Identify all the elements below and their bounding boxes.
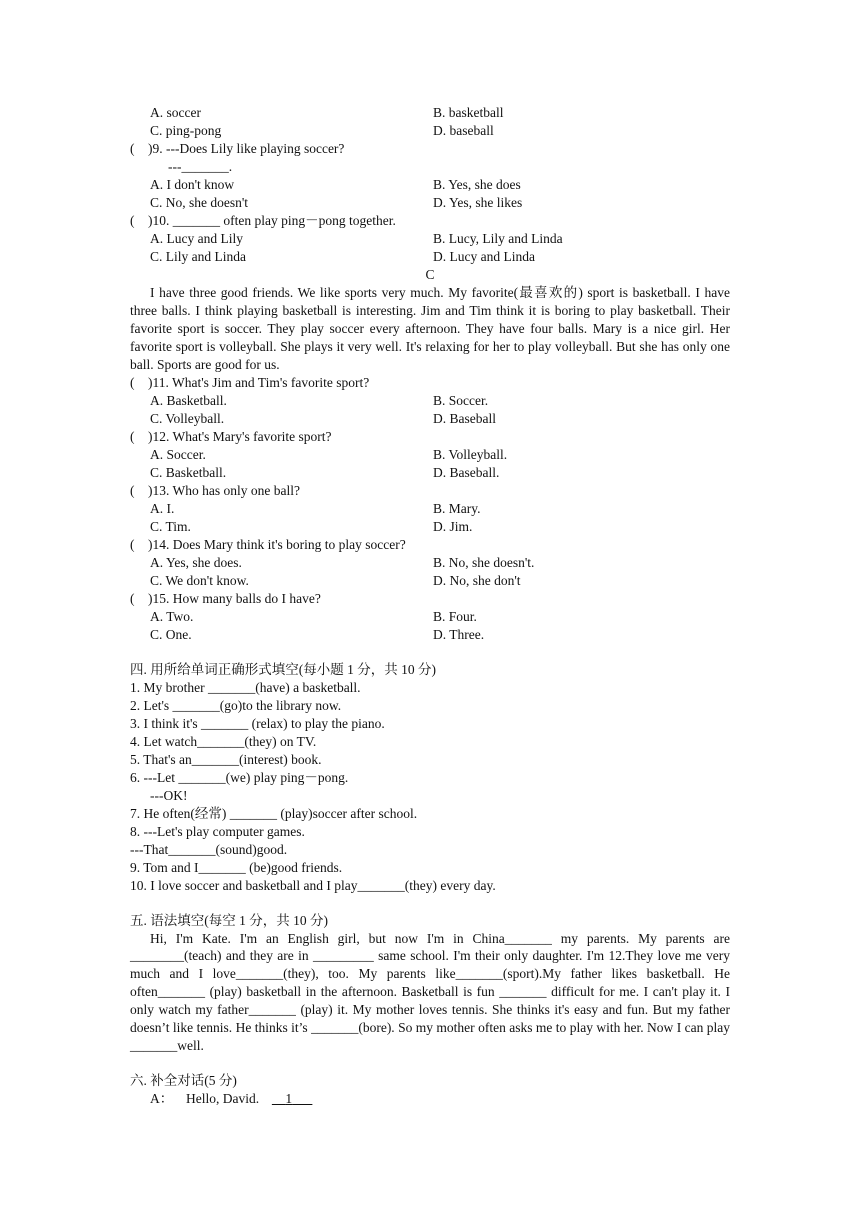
q15-stem: ( )15. How many balls do I have? (130, 590, 321, 606)
q8-option-b: B. basketball (433, 105, 504, 120)
section-4-item-9: 9. Tom and I_______ (be)good friends. (130, 859, 343, 875)
q13-option-d: D. Jim. (433, 518, 473, 534)
q9-options-row-1 (130, 176, 730, 194)
q11-options-row-1 (130, 392, 730, 410)
q11-option-c: C. Volleyball. (150, 410, 225, 426)
q13-option-b: B. Mary. (433, 500, 481, 516)
section-5-title: 五. 语法填空(每空 1 分，共 10 分) (130, 912, 328, 928)
q11-option-d: D. Baseball (433, 410, 496, 426)
q14-options-row-2 (130, 572, 730, 590)
section-4-item-6: 6. ---Let _______(we) play ping－pong. (130, 769, 349, 785)
q14-option-c: C. We don't know. (150, 572, 249, 588)
q12-option-b: B. Volleyball. (433, 446, 508, 462)
q10-option-c: C. Lily and Linda (150, 249, 246, 264)
q14-stem: ( )14. Does Mary think it's boring to play soccer? (130, 536, 406, 552)
q15-options-row-2 (130, 626, 730, 644)
q8-options-row-2 (130, 122, 730, 140)
q9-option-c: C. No, she doesn't (150, 195, 249, 210)
q10-option-a: A. Lucy and Lily (150, 231, 243, 246)
q13-stem: ( )13. Who has only one ball? (130, 482, 300, 498)
q15-option-a: A. Two. (150, 608, 194, 624)
exam-page (130, 104, 730, 1108)
q9-stem: ( )9. ---Does Lily like playing soccer? (130, 141, 345, 156)
section-4-item-1: 1. My brother _______(have) a basketball. (130, 679, 361, 695)
q10-stem: ( )10. _______ often play ping－pong together. (130, 213, 396, 228)
q15-option-d: D. Three. (433, 626, 485, 642)
q12-options-row-2 (130, 464, 730, 482)
section-4-item-4: 4. Let watch_______(they) on TV. (130, 733, 317, 749)
q10-option-b: B. Lucy, Lily and Linda (433, 231, 563, 246)
q8-options-row-1 (130, 104, 730, 122)
section-5-passage: Hi, I'm Kate. I'm an English girl, but now I'm in China_______ my parents. My parents are ________(teach) and they are in _________ same school. I'm their only daughter. I'm 12.They love me very much and I love_______(they), too. My parents like_______(sport).My father likes basketball. He often_______ (play) basketball in the afternoon. Basketball is fun _______ difficult for me. I can't play it. I only watch my father_______ (play) it. My mother loves tennis. She thinks it's easy and fun. But my father doesn’t like tennis. He thinks it’s _______(bore). So my mother often asks me to play with her. Now I can play _______well. (130, 930, 730, 1053)
dialogue-blank-number: 1 (285, 1090, 293, 1106)
q10-option-d: D. Lucy and Linda (433, 249, 535, 264)
section-4-item-3: 3. I think it's _______ (relax) to play the piano. (130, 715, 385, 731)
dialogue-speaker: A： (150, 1090, 174, 1106)
q9-answer-line: ---_______. (168, 159, 233, 174)
section-6-title: 六. 补全对话(5 分) (130, 1072, 237, 1088)
q8-option-c: C. ping-pong (150, 123, 222, 138)
q9-option-b: B. Yes, she does (433, 177, 521, 192)
q15-option-c: C. One. (150, 626, 192, 642)
q12-option-d: D. Baseball. (433, 464, 500, 480)
section-4-item-5: 5. That's an_______(interest) book. (130, 751, 322, 767)
section-4-item-8-reply: ---That_______(sound)good. (130, 841, 288, 857)
section-4-item-8: 8. ---Let's play computer games. (130, 823, 305, 839)
section-4-item-10: 10. I love soccer and basketball and I play_______(they) every day. (130, 877, 496, 893)
q12-option-a: A. Soccer. (150, 446, 206, 462)
dialogue-line-a (130, 1090, 730, 1108)
section-4-item-6-reply: ---OK! (150, 787, 188, 803)
section-4-item-2: 2. Let's _______(go)to the library now. (130, 697, 342, 713)
q10-options-row-2 (130, 248, 730, 266)
q11-stem: ( )11. What's Jim and Tim's favorite sport? (130, 374, 370, 390)
section-c-heading: C (425, 267, 435, 282)
q14-option-b: B. No, she doesn't. (433, 554, 535, 570)
q13-option-a: A. I. (150, 500, 175, 516)
q14-option-d: D. No, she don't (433, 572, 521, 588)
q9-option-d: D. Yes, she likes (433, 195, 523, 210)
q8-option-d: D. baseball (433, 123, 494, 138)
spacer (130, 644, 730, 661)
q11-option-b: B. Soccer. (433, 392, 489, 408)
q11-option-a: A. Basketball. (150, 392, 227, 408)
q12-options-row-1 (130, 446, 730, 464)
dialogue-blank (272, 1091, 313, 1106)
q15-option-b: B. Four. (433, 608, 477, 624)
q15-options-row-1 (130, 608, 730, 626)
q10-options-row-1 (130, 230, 730, 248)
section-4-title: 四. 用所给单词正确形式填空(每小题 1 分，共 10 分) (130, 661, 436, 677)
q13-options-row-2 (130, 518, 730, 536)
spacer (130, 895, 730, 912)
q9-options-row-2 (130, 194, 730, 212)
q13-option-c: C. Tim. (150, 518, 191, 534)
q9-option-a: A. I don't know (150, 177, 235, 192)
dialogue-text: Hello, David. (186, 1090, 260, 1106)
q14-options-row-1 (130, 554, 730, 572)
q11-options-row-2 (130, 410, 730, 428)
section-4-item-7: 7. He often(经常) _______ (play)soccer after school. (130, 805, 418, 821)
q12-option-c: C. Basketball. (150, 464, 227, 480)
q14-option-a: A. Yes, she does. (150, 554, 242, 570)
spacer (130, 1055, 730, 1072)
q13-options-row-1 (130, 500, 730, 518)
q12-stem: ( )12. What's Mary's favorite sport? (130, 428, 332, 444)
q8-option-a: A. soccer (150, 105, 201, 120)
section-c-passage: I have three good friends. We like sports very much. My favorite(最喜欢的) sport is basketball. I have three balls. I think playing basketball is interesting. Jim and Tim think it is boring to play basketball. Their favorite sport is soccer. They play soccer every afternoon. They have four balls. Mary is a nice girl. Her favorite sport is volleyball. She plays it very well. It's relaxing for her to play volleyball. But she has only one ball. Sports are good for us. (130, 285, 730, 372)
